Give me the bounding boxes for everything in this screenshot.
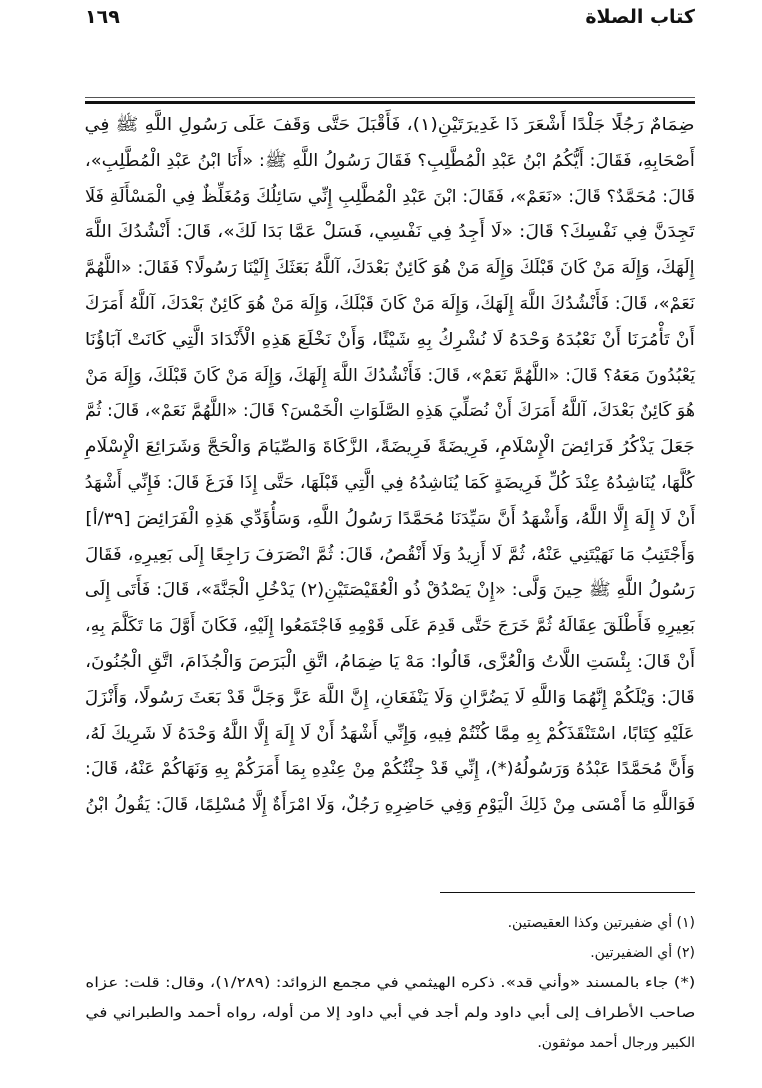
text-line-content: وَأَنَّ مُحَمَّدًا عَبْدُهُ وَرَسُولُهُ(*)، إِنِّي قَدْ جِئْتُكُمْ مِنْ عِنْدِهِ بِمَا أَمَرَكُمْ بِهِ وَنَهَاكُمْ عَنْهُ، قَالَ:	[85, 759, 695, 780]
footnote	[85, 968, 695, 998]
text-line	[85, 681, 695, 717]
text-line-content: كُلَّهَا، يُنَاشِدُهُ عِنْدَ كُلِّ فَرِيضَةٍ كَمَا يُنَاشِدُهُ فِي الَّتِي قَبْلَهَا، حَتَّى إِذَا فَرَغَ قَالَ: فَإِنِّي أَشْهَدُ	[85, 472, 695, 493]
text-line	[85, 144, 695, 180]
text-line-content: أَنْ قَالَ: بِئْسَتِ اللَّاتُ وَالْعُزَّى، قَالُوا: مَهْ يَا ضِمَامُ، اتَّقِ الْبَرَصَ وَالْجُذَامَ، اتَّقِ الْجُنُونَ،	[85, 651, 695, 672]
text-line-content: نَعَمْ»، قَالَ: فَأَنْشُدُكَ اللَّهَ إِلَهَكَ، وَإِلَهَ مَنْ كَانَ قَبْلَكَ، وَإِلَهَ مَنْ هُوَ كَائِنٌ بَعْدَكَ، آللَّهُ أَمَرَكَ	[85, 293, 695, 314]
text-line	[85, 287, 695, 323]
text-line	[85, 108, 695, 144]
footnote-text: صاحب الأطراف إلى أبي داود ولم أجد في أبي داود إلا من أوله، رواه أحمد والطبراني في	[85, 1005, 695, 1021]
footnote	[85, 1028, 695, 1058]
footnote-text: الكبير ورجال أحمد موثقون.	[537, 1035, 695, 1051]
text-line	[85, 466, 695, 502]
footnote-text: (*) جاء بالمسند «وأني قد». ذكره الهيثمي في مجمع الزوائد: (١/٢٨٩)، وقال: قلت: عزاه	[85, 975, 695, 991]
footnote-separator	[440, 892, 695, 893]
text-line-content: يَعْبُدُونَ مَعَهُ؟ قَالَ: «اللَّهُمَّ نَعَمْ»، قَالَ: فَأَنْشُدُكَ اللَّهَ إِلَهَكَ، وَإِلَهَ مَنْ كَانَ قَبْلَكَ، وَإِلَهَ مَنْ	[85, 365, 695, 386]
text-line	[85, 251, 695, 287]
text-line	[85, 717, 695, 753]
text-line	[85, 215, 695, 251]
text-line-content: رَسُولُ اللَّهِ ﷺ حِينَ وَلَّى: «إِنْ يَصْدُقْ ذُو الْعُقَيْصَتَيْنِ(٢) يَدْخُلِ الْجَنَّةَ»، قَالَ: فَأَتَى إِلَى	[85, 580, 695, 601]
running-title: كتاب الصلاة	[585, 6, 695, 28]
text-line	[85, 609, 695, 645]
text-line	[85, 359, 695, 395]
footnotes	[85, 908, 695, 1058]
footnote	[85, 938, 695, 968]
header-rule	[85, 101, 695, 104]
footnote-text: (٢) أي الضفيرتين.	[590, 945, 695, 961]
text-line	[85, 430, 695, 466]
text-line	[85, 573, 695, 609]
text-line-content: هُوَ كَائِنٌ بَعْدَكَ، آللَّهُ أَمَرَكَ أَنْ نُصَلِّيَ هَذِهِ الصَّلَوَاتِ الْخَمْسَ؟ قَالَ: «اللَّهُمَّ نَعَمْ»، قَالَ: ثُمَّ	[85, 401, 695, 422]
text-line-content: أَنْ لَا إِلَهَ إِلَّا اللَّهُ، وَأَشْهَدُ أَنَّ سَيِّدَنَا مُحَمَّدًا رَسُولُ اللَّهِ، وَسَأُؤَدِّي هَذِهِ الْفَرَائِضَ [٣٩/أ]	[85, 508, 695, 529]
text-line-content: بَعِيرِهِ فَأَطْلَقَ عِقَالَهُ ثُمَّ خَرَجَ حَتَّى قَدِمَ عَلَى قَوْمِهِ فَاجْتَمَعُوا إِلَيْهِ، فَكَانَ أَوَّلَ مَا تَكَلَّمَ بِهِ،	[85, 616, 695, 637]
main-text	[85, 108, 695, 824]
text-line-content: أَصْحَابِهِ، فَقَالَ: أَيُّكُمُ ابْنُ عَبْدِ الْمُطَّلِبِ؟ فَقَالَ رَسُولُ اللَّهِ ﷺ: «أَنَا ابْنُ عَبْدِ الْمُطَّلِبِ»،	[85, 150, 695, 171]
text-line-content: وَأَجْتَنِبُ مَا نَهَيْتَنِي عَنْهُ، ثُمَّ لَا أَزِيدُ وَلَا أَنْقُصُ، قَالَ: ثُمَّ انْصَرَفَ رَاجِعًا إِلَى بَعِيرِهِ، فَقَالَ	[85, 544, 695, 565]
text-line-content: جَعَلَ يَذْكُرُ فَرَائِضَ الْإِسْلَامِ، فَرِيضَةً فَرِيضَةً، الزَّكَاةَ وَالصِّيَامَ وَالْحَجَّ وَشَرَائِعَ الْإِسْلَامِ	[85, 437, 695, 458]
text-line	[85, 538, 695, 574]
text-line-content: أَنْ تَأْمُرَنَا أَنْ نَعْبُدَهُ وَحْدَهُ لَا نُشْرِكُ بِهِ شَيْئًا، وَأَنْ نَخْلَعَ هَذِهِ الْأَنْدَادَ الَّتِي كَانَتْ آبَاؤُنَا	[85, 329, 695, 350]
header-rule-thin	[85, 97, 695, 98]
text-line-content: قَالَ: مُحَمَّدٌ؟ قَالَ: «نَعَمْ»، فَقَالَ: ابْنَ عَبْدِ الْمُطَّلِبِ إِنِّي سَائِلُكَ وَمُغَلِّظٌ فِي الْمَسْأَلَةِ فَلَا	[85, 186, 695, 207]
text-line-content: ضِمَامٌ رَجُلًا جَلْدًا أَشْعَرَ ذَا غَدِيرَتَيْنِ(١)، فَأَقْبَلَ حَتَّى وَقَفَ عَلَى رَسُولِ اللَّهِ ﷺ فِي	[85, 115, 695, 135]
text-line	[85, 394, 695, 430]
text-line-content: إِلَهَكَ، وَإِلَهَ مَنْ كَانَ قَبْلَكَ وَإِلَهَ مَنْ هُوَ كَائِنٌ بَعْدَكَ، آللَّهُ بَعَثَكَ إِلَيْنَا رَسُولًا؟ فَقَالَ: «اللَّهُمَّ	[85, 258, 695, 279]
text-line	[85, 788, 695, 824]
text-line	[85, 752, 695, 788]
text-line-content: عَلَيْهِ كِتَابًا، اسْتَنْقَذَكُمْ بِهِ مِمَّا كُنْتُمْ فِيهِ، وَإِنِّي أَشْهَدُ أَنْ لَا إِلَهَ إِلَّا اللَّهُ وَحْدَهُ لَا شَرِيكَ لَهُ،	[85, 723, 695, 744]
text-line	[85, 323, 695, 359]
text-line-content: قَالَ: وَيْلَكُمْ إِنَّهُمَا وَاللَّهِ لَا يَضُرَّانِ وَلَا يَنْفَعَانِ، إِنَّ اللَّهَ عَزَّ وَجَلَّ قَدْ بَعَثَ رَسُولًا، وَأَنْزَلَ	[85, 687, 695, 708]
page-header	[85, 6, 695, 36]
text-line	[85, 180, 695, 216]
text-line-content: فَوَاللَّهِ مَا أَمْسَى مِنْ ذَلِكَ الْيَوْمِ وَفِي حَاضِرِهِ رَجُلٌ، وَلَا امْرَأَةٌ إِلَّا مُسْلِمًا، قَالَ: يَقُولُ ابْنُ	[85, 795, 695, 816]
text-line	[85, 645, 695, 681]
footnote	[85, 998, 695, 1028]
footnote-text: (١) أي ضفيرتين وكذا العقيصتين.	[507, 915, 695, 931]
footnote	[85, 908, 695, 938]
text-line	[85, 502, 695, 538]
page-number: ١٦٩	[85, 6, 120, 28]
text-line-content: تَجِدَنَّ فِي نَفْسِكَ؟ قَالَ: «لَا أَجِدُ فِي نَفْسِي، فَسَلْ عَمَّا بَدَا لَكَ»، قَالَ: أَنْشُدُكَ اللَّهَ	[85, 222, 695, 243]
